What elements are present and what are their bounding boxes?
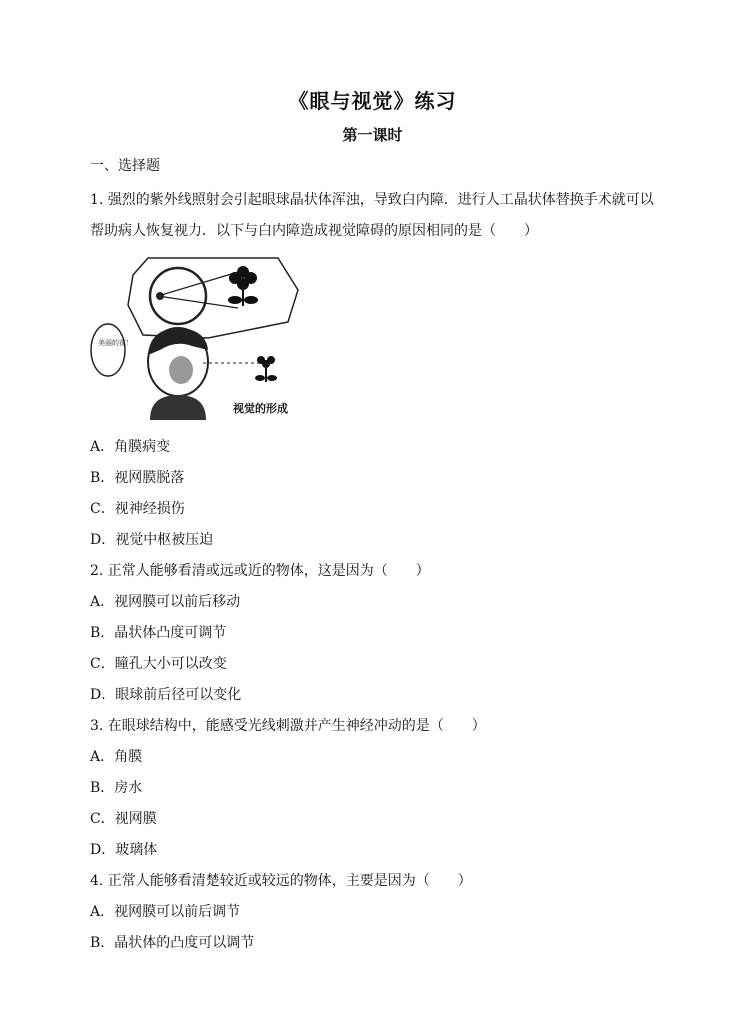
q3-option-a[interactable]: A．角膜 [90, 749, 143, 765]
speech-text: 美丽的花！ [98, 339, 133, 347]
q2-option-c[interactable]: C．瞳孔大小可以改变 [90, 656, 227, 672]
page-subtitle: 第一课时 [342, 126, 403, 144]
questions-body [90, 432, 486, 959]
question-4-text: 4. 正常人能够看清楚较近或较远的物体，主要是因为（ ） [90, 873, 472, 889]
q1-option-b[interactable]: B．视网膜脱落 [90, 470, 185, 486]
question-3-text: 3. 在眼球结构中，能感受光线刺激并产生神经冲动的是（ ） [90, 718, 486, 734]
q1-option-d[interactable]: D．视觉中枢被压迫 [90, 532, 214, 548]
q1-option-a[interactable]: A．角膜病变 [90, 439, 171, 455]
q3-option-c[interactable]: C．视网膜 [90, 811, 157, 827]
vision-figure [88, 250, 313, 420]
figure-caption: 视觉的形成 [233, 402, 288, 415]
q3-option-b[interactable]: B．房水 [90, 780, 143, 796]
section-heading: 一、选择题 [90, 158, 160, 174]
q2-option-a[interactable]: A．视网膜可以前后移动 [90, 594, 241, 610]
q4-option-b[interactable]: B．晶状体的凸度可以调节 [90, 935, 255, 951]
question-2-text: 2. 正常人能够看清或远或近的物体，这是因为（ ） [90, 563, 430, 579]
q4-option-a[interactable]: A．视网膜可以前后调节 [90, 904, 241, 920]
q3-option-d[interactable]: D．玻璃体 [90, 842, 158, 858]
q2-option-b[interactable]: B．晶状体凸度可调节 [90, 625, 227, 641]
page-title: 《眼与视觉》练习 [288, 89, 457, 113]
q1-option-c[interactable]: C．视神经损伤 [90, 501, 185, 517]
q2-option-d[interactable]: D．眼球前后径可以变化 [90, 687, 242, 703]
vision-illustration [88, 250, 313, 420]
question-1-text: 1. 强烈的紫外线照射会引起眼球晶状体浑浊，导致白内障．进行人工晶状体替换手术就可以帮助病人恢复视力．以下与白内障造成视觉障碍的原因相同的是（ ） [90, 192, 654, 239]
